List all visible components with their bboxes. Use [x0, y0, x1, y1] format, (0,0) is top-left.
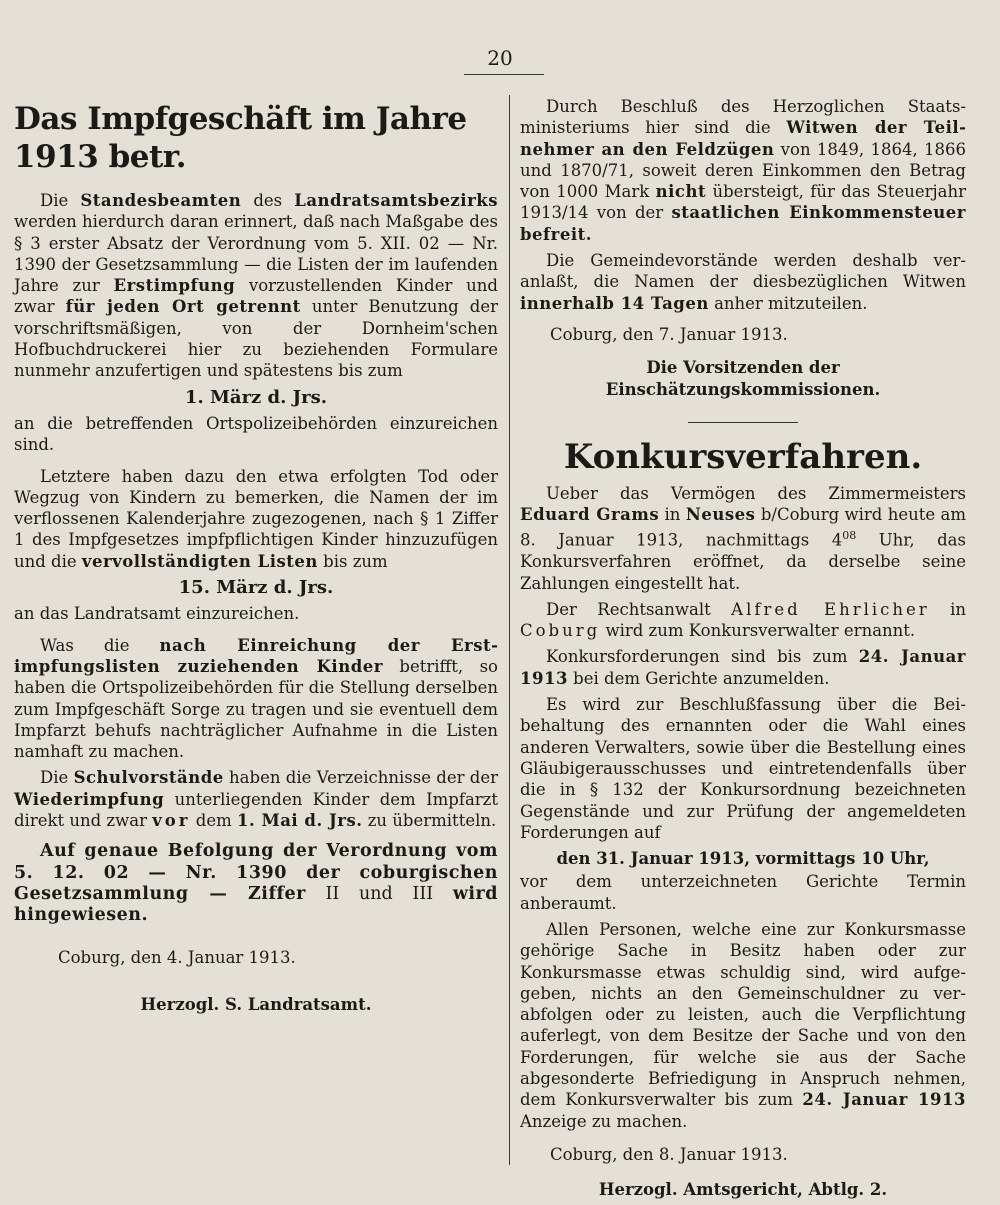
widows-paragraph-2: Die Gemeindevorstände werden deshalb veranlaßt, die Namen der diesbezüglichen Witwen innerhalb 14 Tagen anher mitzuteilen.	[520, 251, 966, 313]
vaccination-heading: Das Impfgeschäft im Jahre 1913 betr.	[14, 101, 467, 175]
vaccination-paragraph-5: Auf genaue Befolgung der Verordnung vom 5. 12. 02 — Nr. 1390 der coburgischen Gesetzsammlung — Ziffer II und III wird hingewiesen.	[14, 841, 498, 926]
bankruptcy-paragraph-1: Ueber das Vermögen des Zimmermeisters Eduard Grams in Neuses b/Coburg wird heute am 8. Januar 1913, nachmittags $4^{08}$ Uhr, das Konkursverfahren eröffnet, da derselbe seine Zahlungen eingestellt hat.	[520, 483, 967, 593]
right-signature-2: Herzogl. Amtsgericht, Abtlg. 2.	[598, 1180, 888, 1200]
right-signature-1: Die Vorsitzenden der Einschätzungskommissionen.	[605, 358, 881, 399]
bankruptcy-paragraph-3: Konkursforderungen sind bis zum 24. Januar 1913 bei dem Gerichte anzumelden.	[520, 647, 967, 688]
left-dateline: Coburg, den 4. Januar 1913.	[58, 947, 296, 967]
section-divider	[688, 422, 798, 423]
hearing-date: den 31. Januar 1913, vormittags 10 Uhr,	[556, 849, 930, 869]
vaccination-paragraph-4: Die Schulvorstände haben die Verzeichnisse der der Wiederimpfung unterliegenden Kinder dem Impfarzt direkt und zwar vor dem 1. Mai d. Jrs. zu übermitteln.	[14, 768, 499, 831]
bankruptcy-paragraph-5: Allen Personen, welche eine zur Konkursmasse gehörige Sache in Besitz haben oder zur Konkursmasse etwas schuldig sind, wird aufgegeben, nichts an den Gemeinschuldner zu verabfolgen oder zu leisten, auch die Verpflichtung auferlegt, von dem Besitze der Sache und von den Forderungen, für welche sie aus der Sache abgesonderte Befriedigung in Anspruch nehmen, dem Konkursverwalter bis zum 24. Januar 1913 Anzeige zu machen.	[520, 920, 966, 1131]
left-signature: Herzogl. S. Landratsamt.	[140, 994, 372, 1014]
bankruptcy-paragraph-2: Der Rechtsanwalt Alfred Ehrlicher in Coburg wird zum Konkursverwalter ernannt.	[520, 599, 966, 641]
deadline-2: 15. März d. Jrs.	[178, 577, 334, 599]
widows-paragraph-1: Durch Beschluß des Herzoglichen Staatsministeriums hier sind die Witwen der Teilnehmer an den Feldzügen von 1849, 1864, 1866 und 1870/71, soweit deren Einkommen den Betrag von 1000 Mark nicht übersteigt, für das Steuerjahr 1913/14 von der staatlichen Einkommensteuer befreit.	[520, 97, 967, 244]
vaccination-paragraph-2b: an das Landratsamt einzureichen.	[14, 604, 300, 624]
vaccination-paragraph-1b: an die betreffenden Ortspolizeibehörden einzureichen sind.	[14, 413, 498, 455]
bankruptcy-paragraph-4: Es wird zur Beschlußfassung über die Beibehaltung des ernannten oder die Wahl eines anderen Verwalters, sowie über die Bestellung eines Gläubigerausschusses und eintretendenfalls über die in § 132 der Konkursordnung bezeichneten Gegenstände und zur Prüfung der angemeldeten Forderungen auf	[520, 695, 966, 842]
right-column	[520, 96, 966, 1201]
bankruptcy-heading: Konkursverfahren.	[563, 436, 923, 477]
deadline-1: 1. März d. Jrs.	[184, 386, 328, 408]
right-dateline-2: Coburg, den 8. Januar 1913.	[550, 1144, 788, 1164]
left-column	[14, 96, 498, 1015]
vaccination-paragraph-1: Die Standesbeamten des Landratsamtsbezirks werden hierdurch daran erinnert, daß nach Maßgabe des § 3 erster Absatz der Verordnung vom 5. XII. 02 — Nr. 1390 der Gesetzsammlung — die Listen der im laufenden Jahre zur Erstimpfung vorzustellenden Kinder und zwar für jeden Ort getrennt unter Benutzung der vorschriftsmäßigen, von der Dornheim'schen Hofbuchdruckerei hier zu beziehenden Formulare nunmehr anzufertigen und spätestens bis zum	[14, 191, 498, 381]
page-number: 20	[487, 46, 513, 70]
vaccination-paragraph-2: Letztere haben dazu den etwa erfolgten Tod oder Wegzug von Kindern zu bemerken, die Namen der im verflossenen Kalenderjahre zugezogenen, nach § 1 Ziffer 1 des Impfgesetzes impfpflichtigen Kinder hinzuzufügen und die vervollständigten Listen bis zum	[14, 466, 498, 571]
column-divider	[509, 95, 510, 1165]
page-number-rule	[464, 74, 544, 75]
vaccination-paragraph-3: Was die nach Einreichung der Erstimpfungslisten zuziehenden Kinder betrifft, so haben die Ortspolizeibehörden für die Stellung derselben zum Impfgeschäft Sorge zu tragen und sie eventuell dem Impfarzt behufs nachträglicher Aufnahme in die Listen namhaft zu machen.	[14, 635, 498, 762]
right-dateline-1: Coburg, den 7. Januar 1913.	[550, 324, 788, 344]
bankruptcy-paragraph-4b: vor dem unterzeichneten Gerichte Termin anberaumt.	[520, 872, 966, 913]
